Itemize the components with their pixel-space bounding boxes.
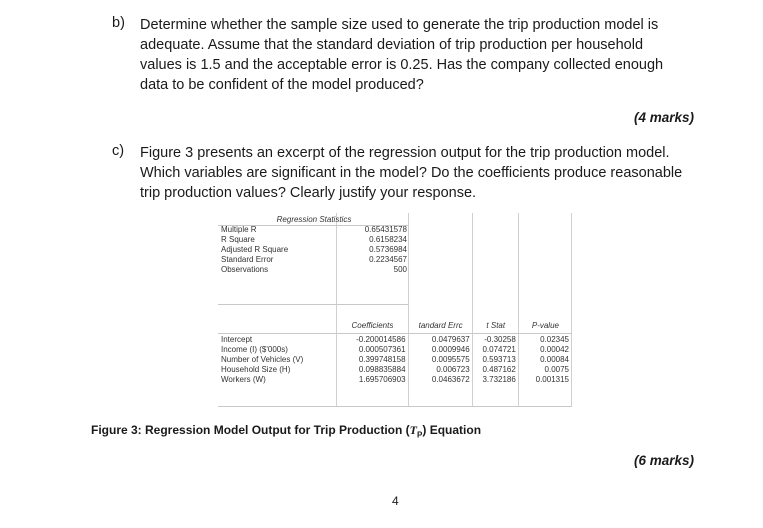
t-value: 0.593713 — [482, 355, 516, 364]
t-value: 3.732186 — [482, 375, 516, 384]
se-value: 0.006723 — [436, 365, 470, 374]
coef-value: -0.200014586 — [356, 335, 406, 344]
coef-value: 0.098835884 — [358, 365, 406, 374]
table-row — [218, 335, 572, 345]
t-value: 0.487162 — [482, 365, 516, 374]
caption-text: Figure 3: Regression Model Output for Trip Production ( — [91, 423, 410, 437]
se-value: 0.0009946 — [431, 345, 470, 354]
figure-caption — [91, 423, 481, 439]
p-value: 0.02345 — [540, 335, 569, 344]
stat-value: 0.2234567 — [369, 255, 407, 264]
header-standard-error: tandard Errc — [418, 321, 463, 330]
coef-label: Household Size (H) — [221, 365, 291, 374]
t-value: 0.074721 — [482, 345, 516, 354]
table-row — [218, 345, 572, 355]
se-value: 0.0095575 — [431, 355, 470, 364]
table-row — [218, 255, 410, 265]
coef-value: 0.399748158 — [358, 355, 406, 364]
coef-label: Number of Vehicles (V) — [221, 355, 304, 364]
question-c-marks: (6 marks) — [634, 453, 695, 468]
question-b-marks: (4 marks) — [634, 110, 695, 125]
coefficients-table — [218, 321, 572, 385]
p-value: 0.00042 — [540, 345, 569, 354]
table-row — [218, 375, 572, 385]
page-number: 4 — [392, 494, 399, 508]
stat-label: Adjusted R Square — [221, 245, 289, 254]
caption-suffix: ) Equation — [422, 423, 482, 437]
question-c-label: c) — [112, 143, 125, 159]
table-row — [218, 225, 410, 235]
p-value: 0.00084 — [540, 355, 569, 364]
coef-label: Intercept — [221, 335, 253, 344]
p-value: 0.001315 — [535, 375, 569, 384]
caption-subscript: P — [417, 430, 423, 440]
coef-value: 0.000507361 — [358, 345, 406, 354]
caption-symbol: T — [409, 423, 418, 437]
coef-label: Workers (W) — [221, 375, 266, 384]
header-coefficients: Coefficients — [351, 321, 394, 330]
question-c-line: Figure 3 presents an excerpt of the regression output for the trip production model. — [140, 145, 670, 161]
regression-statistics-title: Regression Statistics — [276, 215, 352, 224]
stat-value: 0.5736984 — [369, 245, 407, 254]
question-b-line: adequate. Assume that the standard deviation of trip production per household — [140, 37, 644, 53]
question-b-line: data to be confident of the model produced? — [140, 77, 424, 93]
question-b-line: Determine whether the sample size used to generate the trip production model is — [140, 17, 659, 33]
question-b-line: values is 1.5 and the acceptable error is 0.25. Has the company collected enough — [140, 57, 664, 73]
regression-statistics-table — [218, 215, 410, 275]
header-p-value: P-value — [531, 321, 559, 330]
se-value: 0.0463672 — [431, 375, 470, 384]
question-b-text — [140, 15, 720, 95]
table-row — [218, 235, 410, 245]
t-value: -0.30258 — [484, 335, 516, 344]
stat-label: R Square — [221, 235, 255, 244]
question-c-text — [140, 143, 720, 203]
table-row — [218, 365, 572, 375]
coef-value: 1.695706903 — [358, 375, 406, 384]
se-value: 0.0479637 — [431, 335, 470, 344]
coef-label: Income (I) ($'000s) — [221, 345, 288, 354]
regression-output-figure — [218, 213, 572, 407]
table-row — [218, 265, 410, 275]
question-c-line: trip production values? Clearly justify your response. — [140, 185, 477, 201]
stat-value: 0.65431578 — [364, 225, 407, 234]
table-row — [218, 245, 410, 255]
stat-label: Multiple R — [221, 225, 257, 234]
header-t-stat: t Stat — [486, 321, 506, 330]
table-row — [218, 355, 572, 365]
question-b-label: b) — [112, 15, 125, 31]
stat-label: Standard Error — [221, 255, 274, 264]
stat-label: Observations — [221, 265, 269, 274]
p-value: 0.0075 — [544, 365, 569, 374]
question-c-line: Which variables are significant in the model? Do the coefficients produce reasonable — [140, 165, 683, 181]
stat-value: 0.6158234 — [369, 235, 407, 244]
stat-value: 500 — [393, 265, 407, 274]
